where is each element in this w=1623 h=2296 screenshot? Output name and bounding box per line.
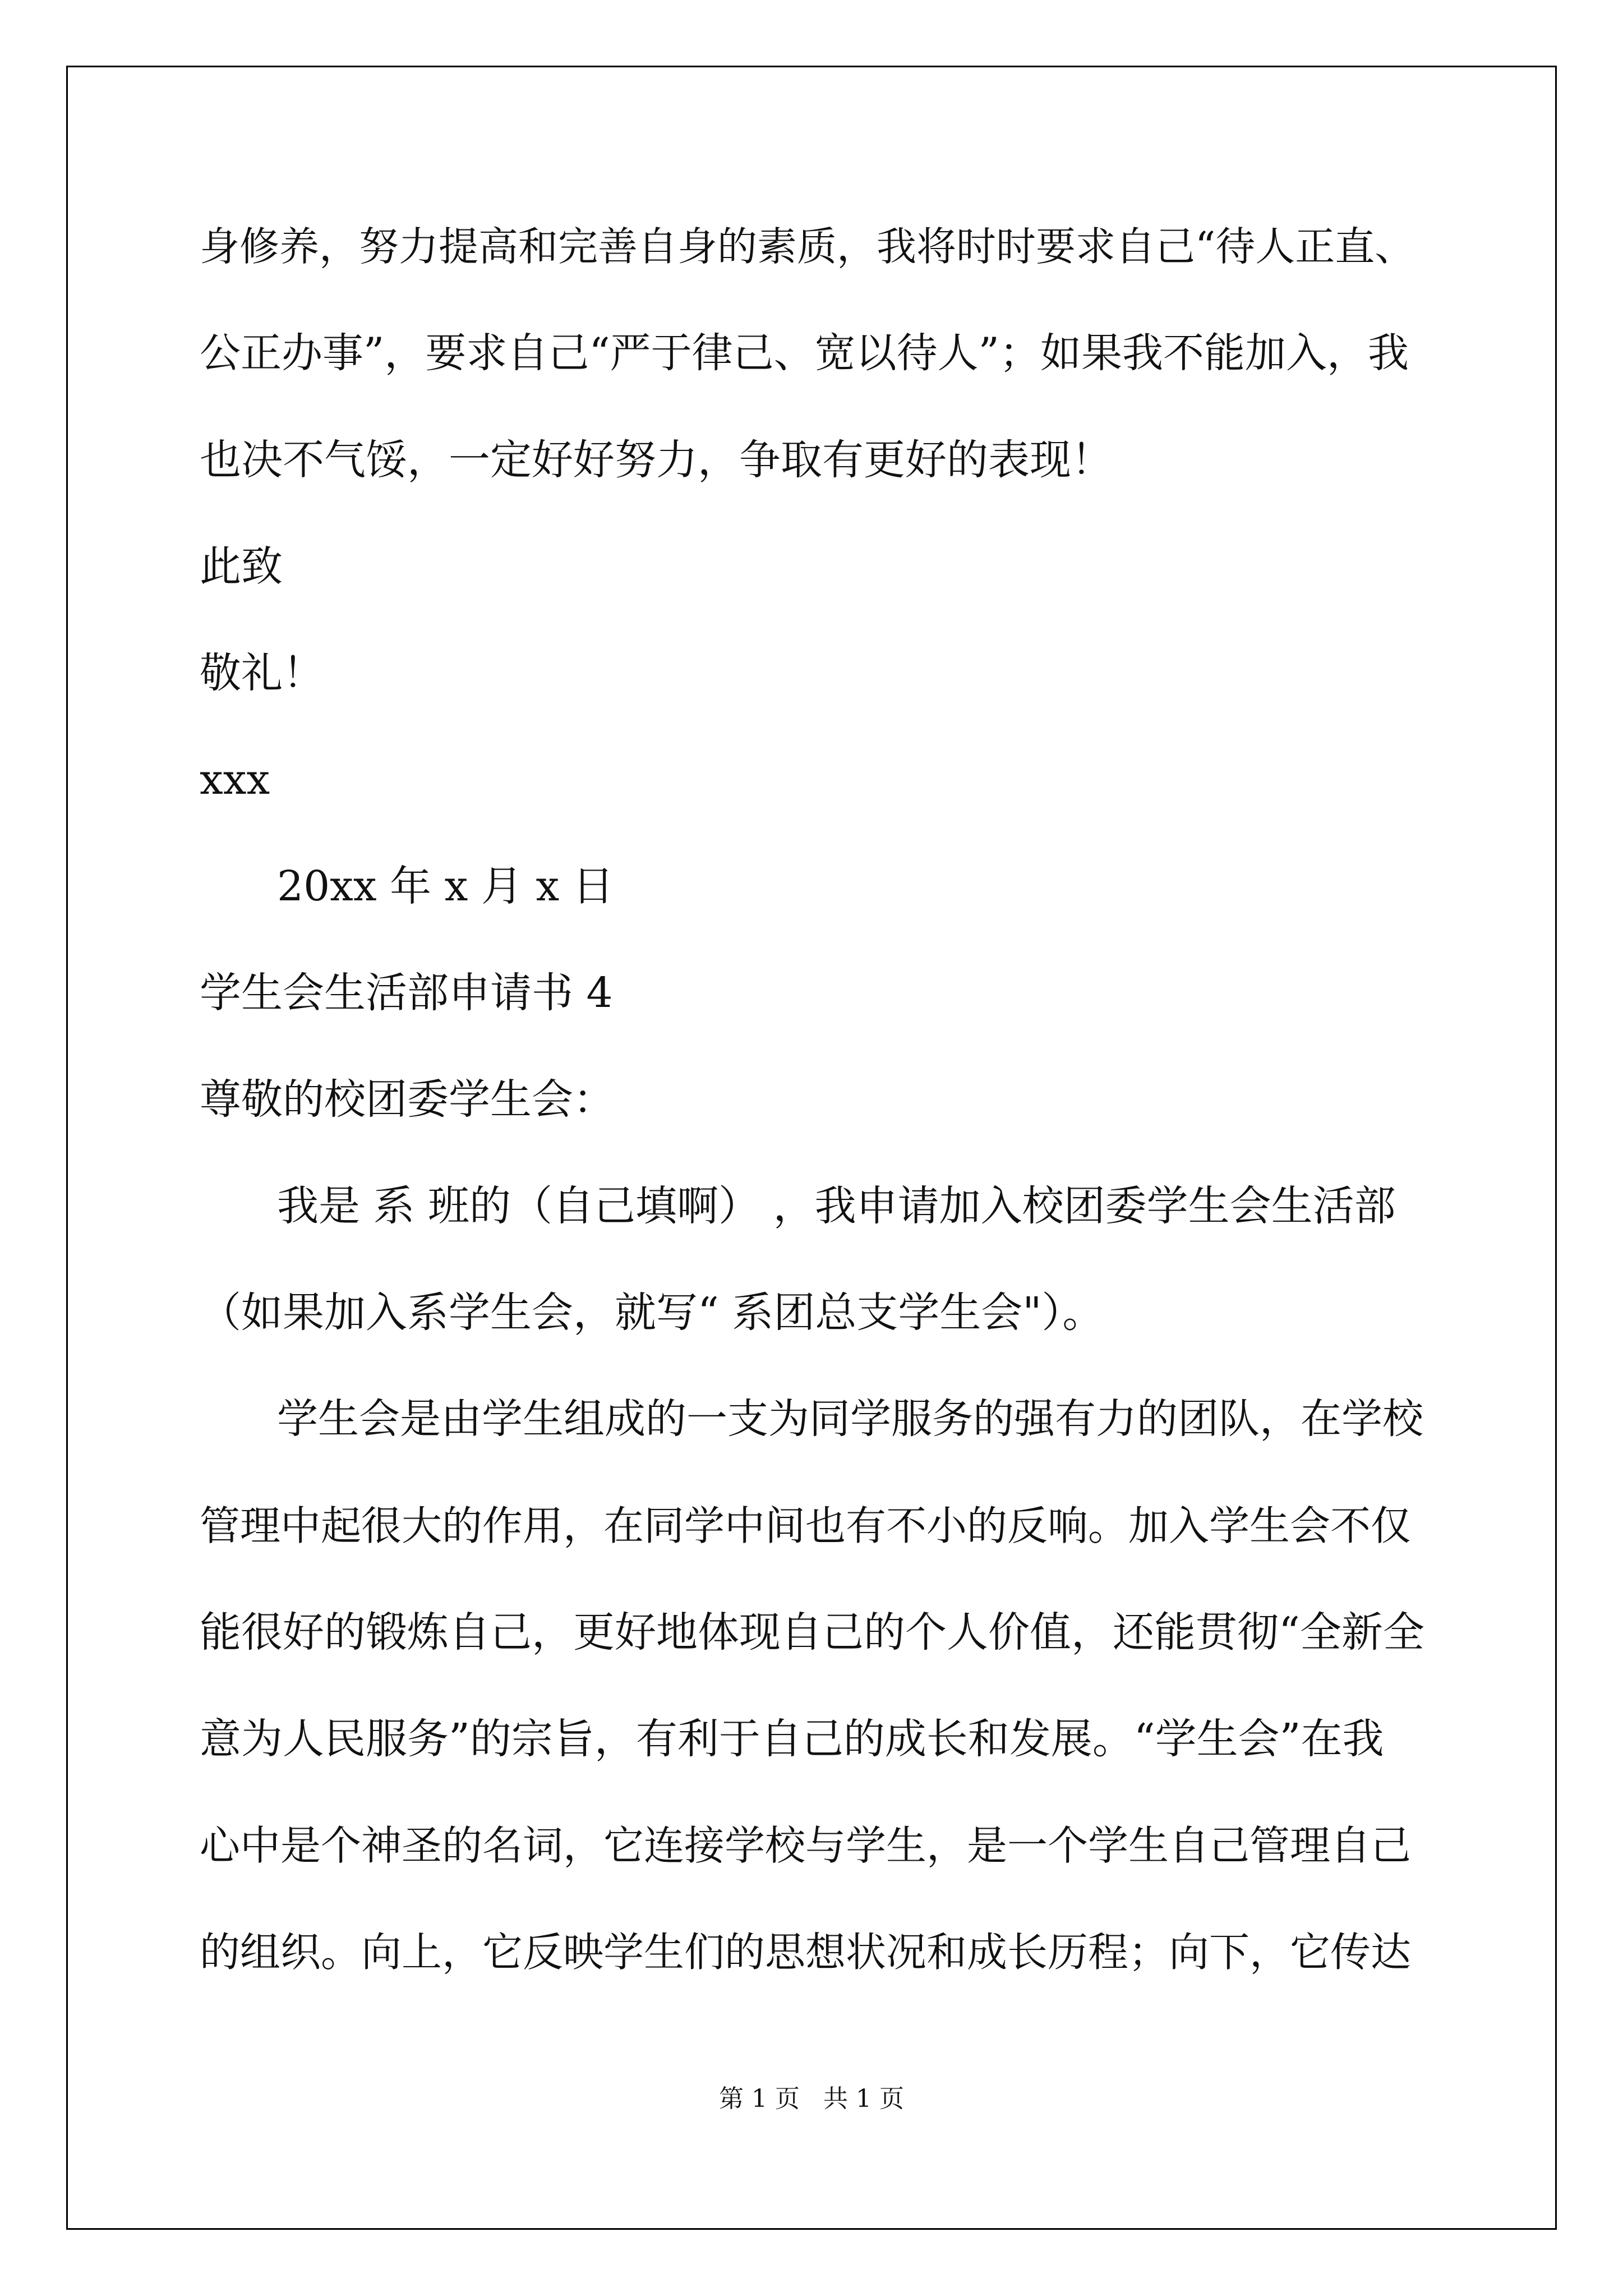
body-line-9: 意为人民服务”的宗旨，有利于自己的成长和发展。“学生会”在我: [200, 1715, 1384, 1763]
body-line-4: 我是 系 班的（自己填啊） ，我申请加入校团委学生会生活部: [277, 1182, 1396, 1230]
closing-jing-li: 敬礼！: [200, 649, 324, 697]
body-line-2: 公正办事”，要求自己“严于律己、宽以待人”；如果我不能加入，我: [200, 329, 1409, 377]
page-footer: 第 1 页 共 1 页: [719, 2085, 904, 2113]
body-line-3: 也决不气馁，一定好好努力，争取有更好的表现！: [200, 436, 1113, 484]
body-line-5: （如果加入系学生会，就写“ 系团总支学生会"）。: [200, 1289, 1104, 1337]
page-border: [66, 66, 1557, 2230]
body-line-6: 学生会是由学生组成的一支为同学服务的强有力的团队，在学校: [277, 1395, 1423, 1443]
body-line-1: 身修养，努力提高和完善自身的素质，我将时时要求自己“待人正直、: [200, 223, 1415, 270]
signature-name: xxx: [200, 756, 270, 804]
body-line-7: 管理中起很大的作用，在同学中间也有不小的反响。加入学生会不仅: [200, 1502, 1412, 1549]
closing-ci-zhi: 此致: [200, 542, 283, 591]
body-line-8: 能很好的锻炼自己，更好地体现自己的个人价值，还能贯彻“全新全: [200, 1608, 1424, 1657]
section-heading: 学生会生活部申请书 4: [200, 969, 613, 1017]
body-line-11: 的组织。向上，它反映学生们的思想状况和成长历程；向下，它传达: [200, 1929, 1412, 1976]
body-line-10: 心中是个神圣的名词，它连接学校与学生，是一个学生自己管理自己: [200, 1822, 1412, 1869]
signature-date: 20xx 年 x 月 x 日: [277, 862, 614, 910]
salutation: 尊敬的校团委学生会：: [200, 1075, 615, 1124]
